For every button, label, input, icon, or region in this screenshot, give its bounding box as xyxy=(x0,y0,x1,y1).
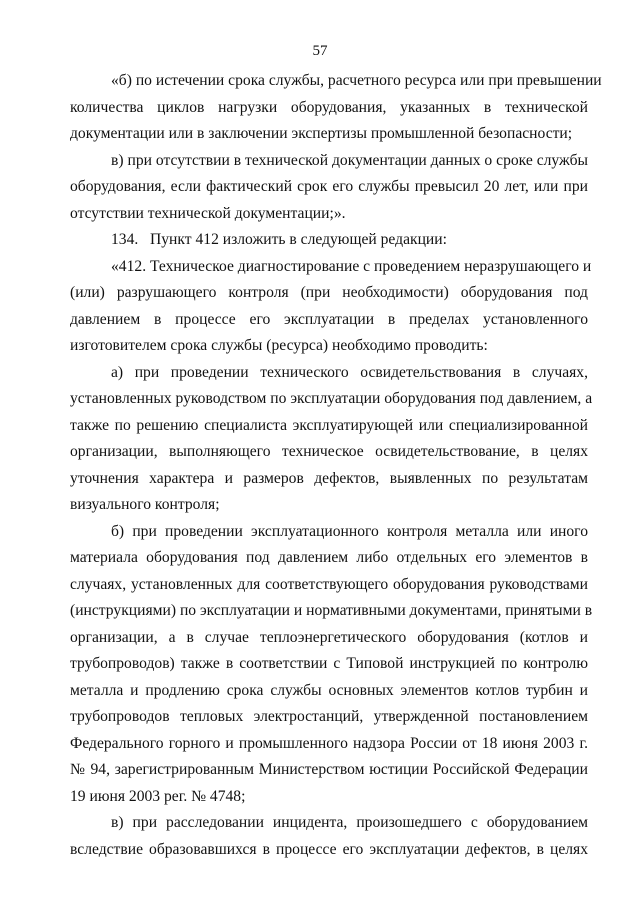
page-number: 57 xyxy=(312,43,328,59)
text-line: «б) по истечении срока службы, расчетного ресурса или при превышении xyxy=(111,72,602,89)
paragraph-clause-412 xyxy=(70,254,592,360)
text-line: изготовителем срока службы (ресурса) необходимо проводить: xyxy=(70,337,488,354)
paragraph-v-incident xyxy=(70,810,588,863)
text-line: Федерального горного и промышленного надзора России от 18 июня 2003 г. xyxy=(70,734,588,752)
text-line: вследствие образовавшихся в процессе его эксплуатации дефектов, в целях xyxy=(70,840,588,858)
text-line: (инструкциями) по эксплуатации и нормативными документами, принятыми в xyxy=(70,602,593,619)
text-line: случаях, установленных для соответствующего оборудования руководствами xyxy=(70,575,588,593)
text-line: документации или в заключении экспертизы промышленной безопасности; xyxy=(70,125,573,142)
text-line: в) при расследовании инцидента, произошедшего с оборудованием xyxy=(111,814,588,831)
text-line: организации, а в случае теплоэнергетического оборудования (котлов и xyxy=(70,628,588,646)
text-line: количества циклов нагрузки оборудования, указанных в технической xyxy=(70,98,588,116)
text-line: трубопроводов) также в соответствии с Типовой инструкцией по контролю xyxy=(70,655,588,672)
paragraph-item-134 xyxy=(70,227,588,254)
text-line: б) при проведении эксплуатационного контроля металла или иного xyxy=(111,522,588,540)
text-line: трубопроводов тепловых электростанций, утвержденной постановлением xyxy=(70,708,588,725)
paragraph-b-expiry xyxy=(70,68,602,148)
text-line: 134. Пункт 412 изложить в следующей редакции: xyxy=(111,231,447,248)
text-line: (или) разрушающего контроля (при необходимости) оборудования под xyxy=(70,284,588,301)
paragraph-b-metal-control xyxy=(70,519,593,811)
text-line: металла и продлению срока службы основных элементов котлов турбин и xyxy=(70,681,588,699)
text-line: а) при проведении технического освидетельствования в случаях, xyxy=(111,363,588,381)
text-line: установленных руководством по эксплуатации оборудования под давлением, а xyxy=(70,390,593,407)
text-line: «412. Техническое диагностирование с проведением неразрушающего и xyxy=(111,257,592,275)
paragraph-a-inspection xyxy=(70,360,593,519)
paragraph-v-no-data xyxy=(70,148,588,228)
text-line: отсутствии технической документации;». xyxy=(70,204,346,222)
text-line: также по решению специалиста эксплуатирующей или специализированной xyxy=(70,416,588,434)
text-line: № 94, зарегистрированным Министерством юстиции Российской Федерации xyxy=(70,761,588,778)
text-line: в) при отсутствии в технической документации данных о сроке службы xyxy=(111,151,588,169)
text-line: давлением в процессе его эксплуатации в пределах установленного xyxy=(70,310,588,328)
text-line: оборудования, если фактический срок его службы превысил 20 лет, или при xyxy=(70,178,588,195)
text-line: организации, выполняющего техническое освидетельствование, в целях xyxy=(70,443,588,460)
text-line: 19 июня 2003 рег. № 4748; xyxy=(70,787,246,805)
text-line: визуального контроля; xyxy=(70,496,220,513)
text-line: материала оборудования под давлением либо отдельных его элементов в xyxy=(70,549,588,566)
document-body xyxy=(70,68,602,863)
text-line: уточнения характера и размеров дефектов, выявленных по результатам xyxy=(70,469,588,487)
